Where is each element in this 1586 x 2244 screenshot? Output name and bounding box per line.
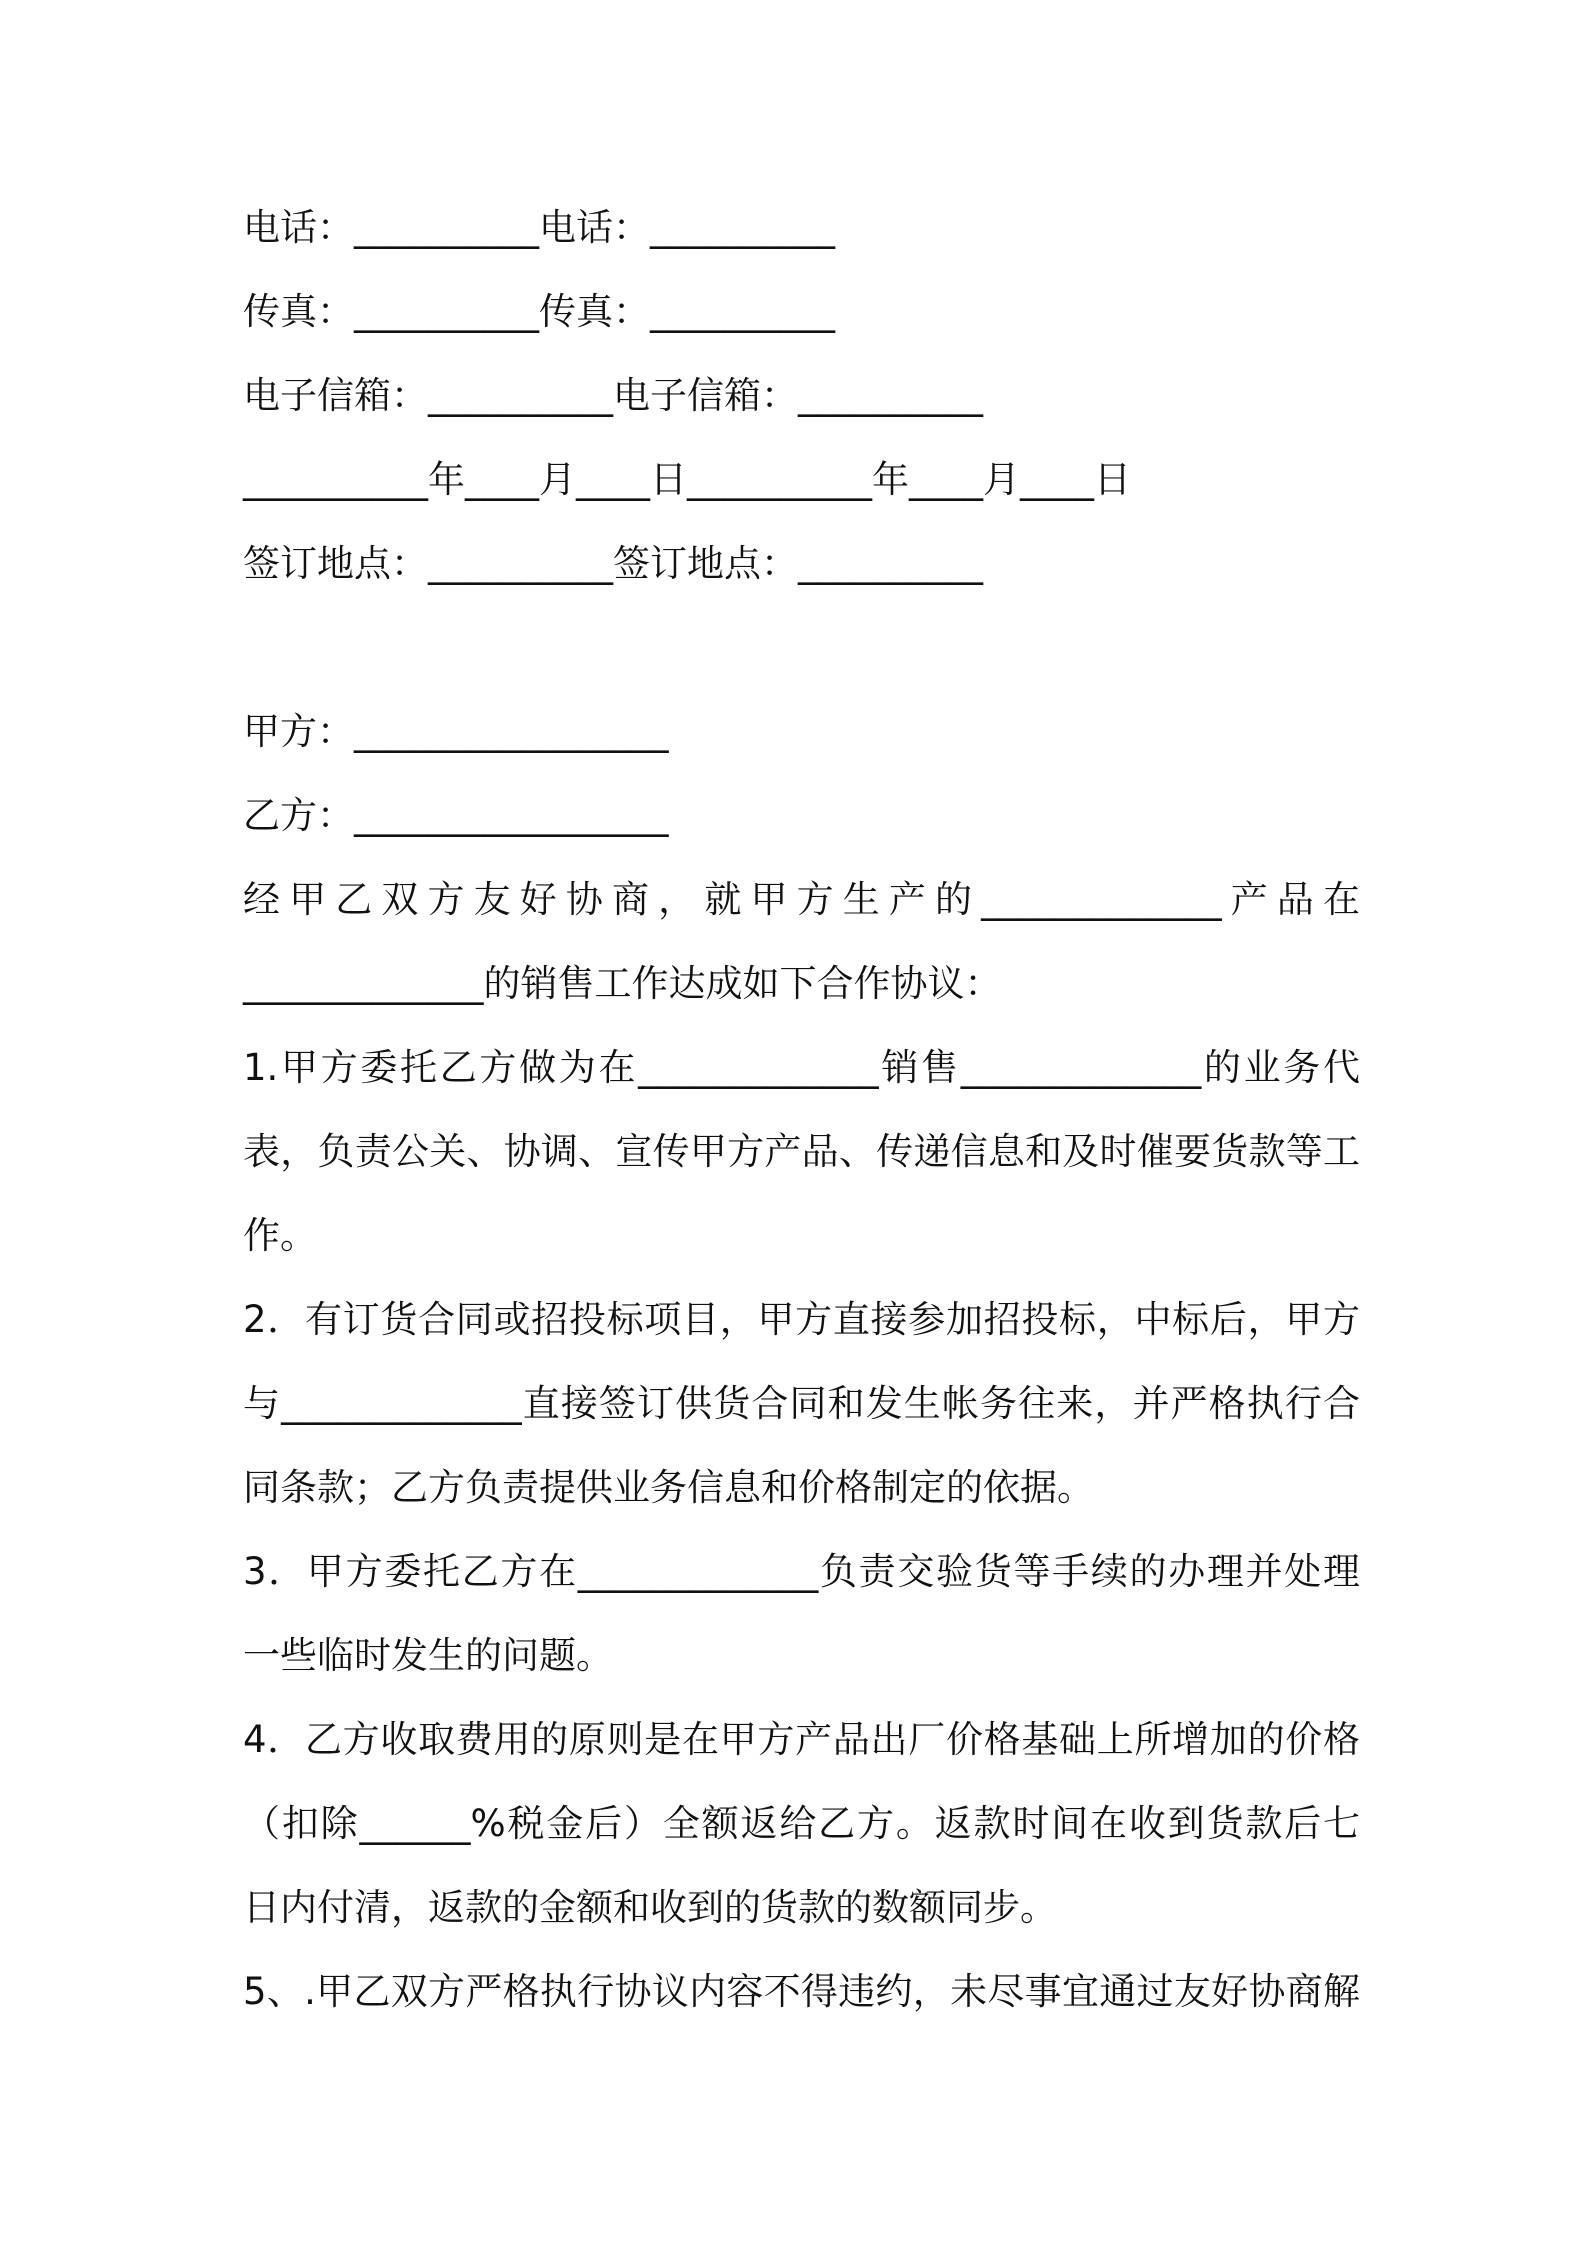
intro-line: 经甲乙双方友好协商，就甲方生产的_____________产品在 <box>243 878 1360 921</box>
clause-5 <box>243 1970 1360 2054</box>
clause-line: 4．乙方收取费用的原则是在甲方产品出厂价格基础上所增加的价格 <box>243 1718 1360 1761</box>
clause-line: 一些临时发生的问题。 <box>243 1634 613 1677</box>
clause-line: 1.甲方委托乙方做为在_____________销售_____________的业务代 <box>243 1046 1360 1089</box>
clause-1 <box>243 1046 1360 1298</box>
clause-line: （扣除______%税金后）全额返给乙方。返款时间在收到货款后七 <box>243 1802 1360 1845</box>
clause-line: 3．甲方委托乙方在_____________负责交验货等手续的办理并处理 <box>243 1550 1360 1593</box>
clause-4 <box>243 1718 1360 1970</box>
clause-line: 同条款；乙方负责提供业务信息和价格制定的依据。 <box>243 1466 1094 1509</box>
clause-line: 作。 <box>243 1214 317 1257</box>
clause-line: 与_____________直接签订供货合同和发生帐务往来，并严格执行合 <box>243 1382 1360 1425</box>
clause-line: 日内付清，返款的金额和收到的货款的数额同步。 <box>243 1886 1057 1929</box>
party-b-line: 乙方：_________________ <box>243 794 669 837</box>
email-line: 电子信箱：__________电子信箱：__________ <box>243 374 983 417</box>
fax-line: 传真：__________传真：__________ <box>243 290 835 333</box>
clause-line: 2．有订货合同或招投标项目，甲方直接参加招投标，中标后，甲方 <box>243 1298 1360 1341</box>
date-line: __________年____月____日__________年____月____日 <box>243 458 1131 501</box>
phone-line: 电话：__________电话：__________ <box>243 206 835 249</box>
intro-line: _____________的销售工作达成如下合作协议： <box>243 962 1002 1005</box>
party-a-line: 甲方：_________________ <box>243 710 669 753</box>
clause-line: 5、.甲乙双方严格执行协议内容不得违约，未尽事宜通过友好协商解 <box>243 1970 1360 2013</box>
clause-line: 表，负责公关、协调、宣传甲方产品、传递信息和及时催要货款等工 <box>243 1130 1360 1173</box>
clause-2 <box>243 1298 1360 1550</box>
signing-place-line: 签订地点：__________签订地点：__________ <box>243 542 983 585</box>
clause-3 <box>243 1550 1360 1718</box>
intro-paragraph <box>243 878 1360 1046</box>
